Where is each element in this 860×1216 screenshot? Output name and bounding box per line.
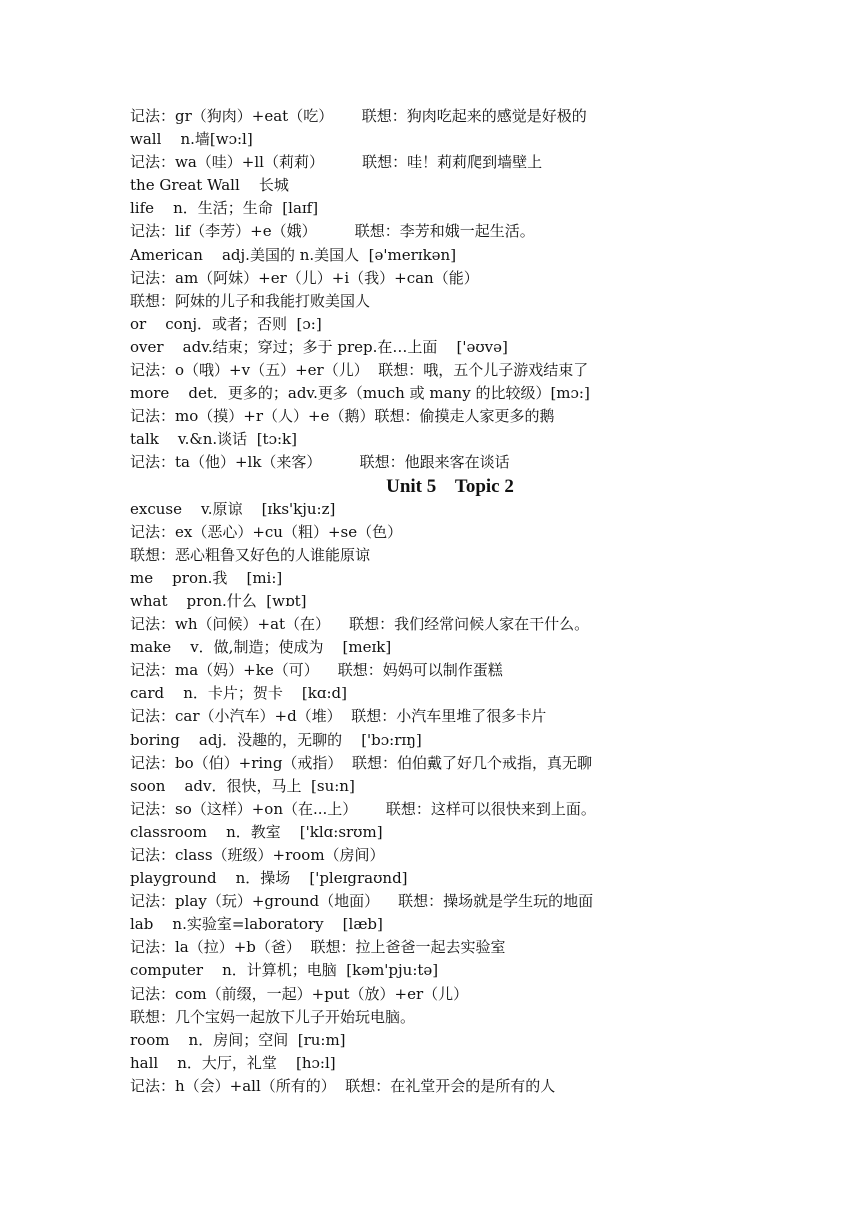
text-line: 记法：mo（摸）+r（人）+e（鹅）联想：偷摸走人家更多的鹅 [130,407,555,426]
text-line: playground n．操场 ['pleɪgraʊnd] [130,869,408,888]
text-line: or conj．或者；否则 [ɔ:] [130,314,322,333]
text-line: 记法：class（班级）+room（房间） [130,846,385,864]
text-line: 记法：la（拉）+b（爸） 联想：拉上爸爸一起去实验室 [130,938,506,957]
text-line: card n．卡片；贺卡 [kɑ:d] [130,684,347,703]
text-line: 联想：几个宝妈一起放下儿子开始玩电脑。 [130,1007,416,1026]
vocab-section-after [130,498,830,1098]
text-line: wall n.墙[wɔ:l] [130,130,253,149]
text-line: 记法：am（阿妹）+er（儿）+i（我）+can（能） [130,268,479,287]
text-line: talk v.&n.谈话 [tɔ:k] [130,430,297,449]
text-line: hall n．大厅，礼堂 [hɔ:l] [130,1053,336,1072]
text-line: more det．更多的；adv.更多（much 或 many 的比较级）[mɔ:] [130,384,590,403]
text-line: 记法：ta（他）+lk（来客） 联想：他跟来客在谈话 [130,453,510,472]
text-line: 记法：play（玩）+ground（地面） 联想：操场就是学生玩的地面 [130,892,594,911]
text-line: 记法：car（小汽车）+d（堆） 联想：小汽车里堆了很多卡片 [130,707,547,726]
document-page [130,105,830,1098]
text-line: classroom n．教室 ['klɑ:srʊm] [130,822,383,841]
text-line: lab n.实验室=laboratory [læb] [130,915,383,934]
text-line: 记法：so（这样）+on（在...上） 联想：这样可以很快来到上面。 [130,799,596,818]
text-line: 记法：h（会）+all（所有的） 联想：在礼堂开会的是所有的人 [130,1076,556,1095]
text-line: 记法：ma（妈）+ke（可） 联想：妈妈可以制作蛋糕 [130,661,503,680]
text-line: 联想：阿妹的儿子和我能打败美国人 [130,291,371,310]
text-line: 记法：bo（伯）+ring（戒指） 联想：伯伯戴了好几个戒指，真无聊 [130,753,592,772]
text-line: soon adv．很快，马上 [su:n] [130,776,355,795]
text-line: computer n．计算机；电脑 [kəm'pju:tə] [130,961,439,980]
text-line: 联想：恶心粗鲁又好色的人谁能原谅 [130,545,371,564]
text-line: what pron.什么 [wɒt] [130,591,307,610]
text-line: room n．房间；空间 [ru:m] [130,1030,346,1049]
text-line: the Great Wall 长城 [130,176,289,195]
text-line: make v．做,制造；使成为 [meɪk] [130,638,392,657]
text-line: 记法：lif（李芳）+e（娥） 联想：李芳和娥一起生活。 [130,222,535,241]
text-line: American adj.美国的 n.美国人 [ə'merɪkən] [130,245,457,264]
text-line: 记法：wh（问候）+at（在） 联想：我们经常问候人家在干什么。 [130,615,590,634]
text-line: boring adj．没趣的，无聊的 ['bɔ:rɪŋ] [130,730,422,749]
text-line: 记法：gr（狗肉）+eat（吃） 联想：狗肉吃起来的感觉是好极的 [130,107,587,125]
section-heading: Unit 5 Topic 2 [386,475,514,497]
text-line: 记法：ex（恶心）+cu（粗）+se（色） [130,522,403,541]
text-line: me pron.我 [mi:] [130,568,283,587]
text-line: excuse v.原谅 [ɪks'kju:z] [130,499,336,518]
text-line: over adv.结束；穿过；多于 prep.在…上面 ['əʊvə] [130,337,508,356]
text-line: life n．生活；生命 [laɪf] [130,199,319,218]
text-line: 记法：o（哦）+v（五）+er（儿） 联想：哦，五个儿子游戏结束了 [130,361,589,380]
text-line: 记法：wa（哇）+ll（莉莉） 联想：哇！莉莉爬到墙壁上 [130,153,543,172]
vocab-section-before [130,105,830,475]
text-line: 记法：com（前缀，一起）+put（放）+er（儿） [130,984,469,1003]
